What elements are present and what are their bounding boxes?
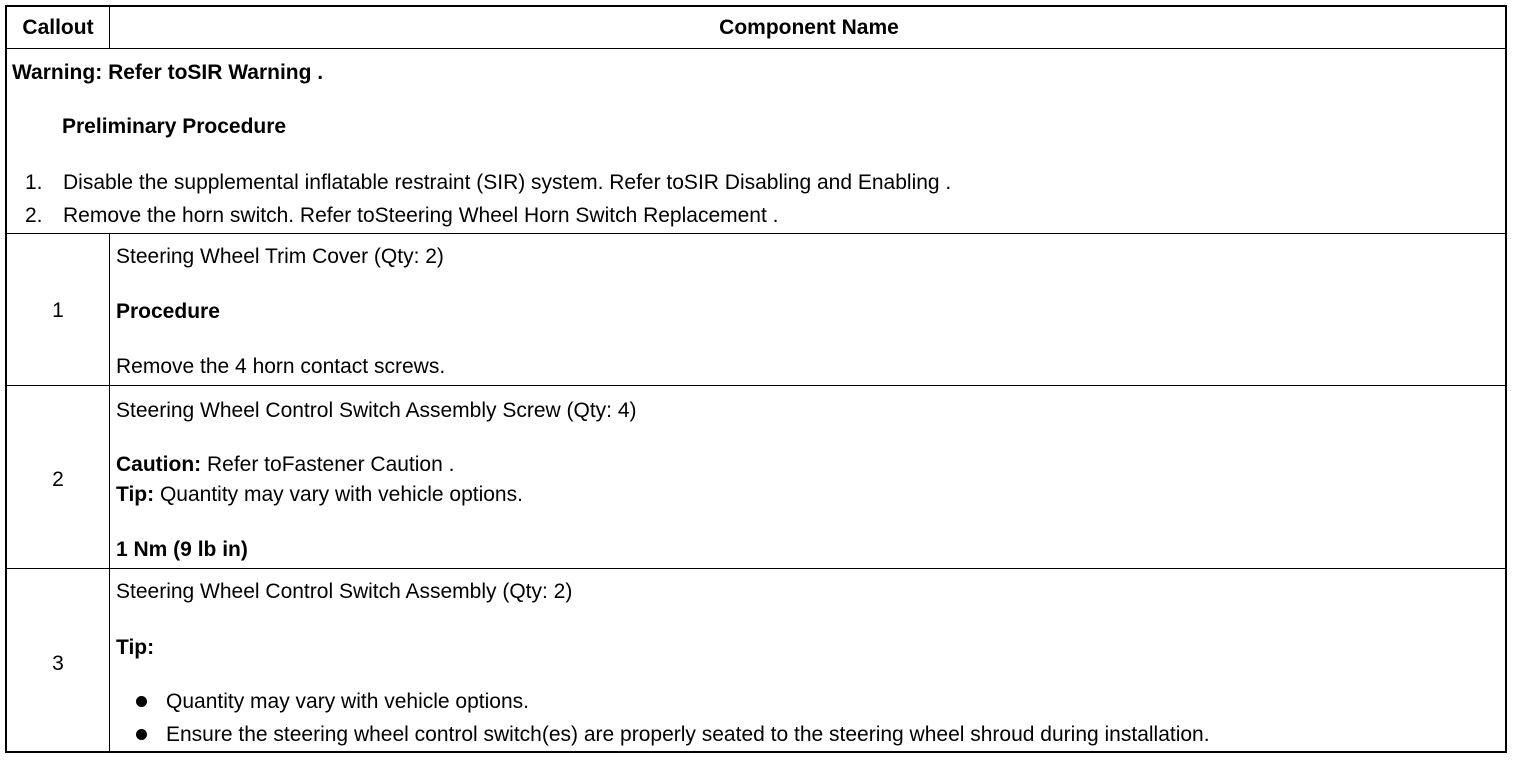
tip-text: Quantity may vary with vehicle options. [159, 483, 523, 506]
callout-header: Callout [22, 16, 94, 39]
column-divider [109, 233, 110, 751]
tip-bullet-text: Quantity may vary with vehicle options. [166, 690, 529, 713]
step-number: 2. [25, 204, 43, 227]
step-text: Remove the horn switch. Refer toSteering Wheel Horn Switch Replacement . [63, 204, 779, 227]
step-number: 1. [25, 171, 43, 194]
row-callout: 3 [52, 652, 64, 675]
tip-label: Tip: [116, 483, 155, 506]
row-divider [7, 568, 1505, 569]
caution-text: Refer toFastener Caution . [207, 453, 455, 476]
component-table [5, 5, 1507, 753]
header-divider [7, 48, 1505, 49]
caution-line [116, 453, 454, 477]
column-divider [109, 7, 110, 48]
row-callout: 1 [52, 299, 64, 322]
warning-label: Warning: [12, 61, 103, 84]
bullet-icon [136, 729, 147, 740]
tip-label: Tip: [116, 636, 155, 659]
warning-line [12, 61, 323, 85]
bullet-icon [136, 696, 147, 707]
component-name: Steering Wheel Control Switch Assembly (Qty: 2) [116, 580, 573, 603]
step-text: Disable the supplemental inflatable restraint (SIR) system. Refer toSIR Disabling and Enabling . [63, 171, 952, 194]
row-divider [7, 385, 1505, 386]
row-callout: 2 [52, 468, 64, 491]
tip-line [116, 483, 523, 507]
preliminary-procedure-title: Preliminary Procedure [62, 115, 287, 138]
row-divider [7, 233, 1505, 234]
procedure-label: Procedure [116, 300, 220, 323]
component-name-header: Component Name [719, 16, 899, 39]
procedure-text: Remove the 4 horn contact screws. [116, 355, 446, 378]
tip-bullet-text: Ensure the steering wheel control switch(es) are properly seated to the steering wheel shroud during installation. [166, 723, 1210, 746]
component-name: Steering Wheel Control Switch Assembly Screw (Qty: 4) [116, 399, 637, 422]
component-name: Steering Wheel Trim Cover (Qty: 2) [116, 245, 444, 268]
caution-label: Caution: [116, 453, 202, 476]
warning-text: Refer toSIR Warning . [108, 61, 324, 84]
torque-spec: 1 Nm (9 lb in) [116, 538, 248, 561]
